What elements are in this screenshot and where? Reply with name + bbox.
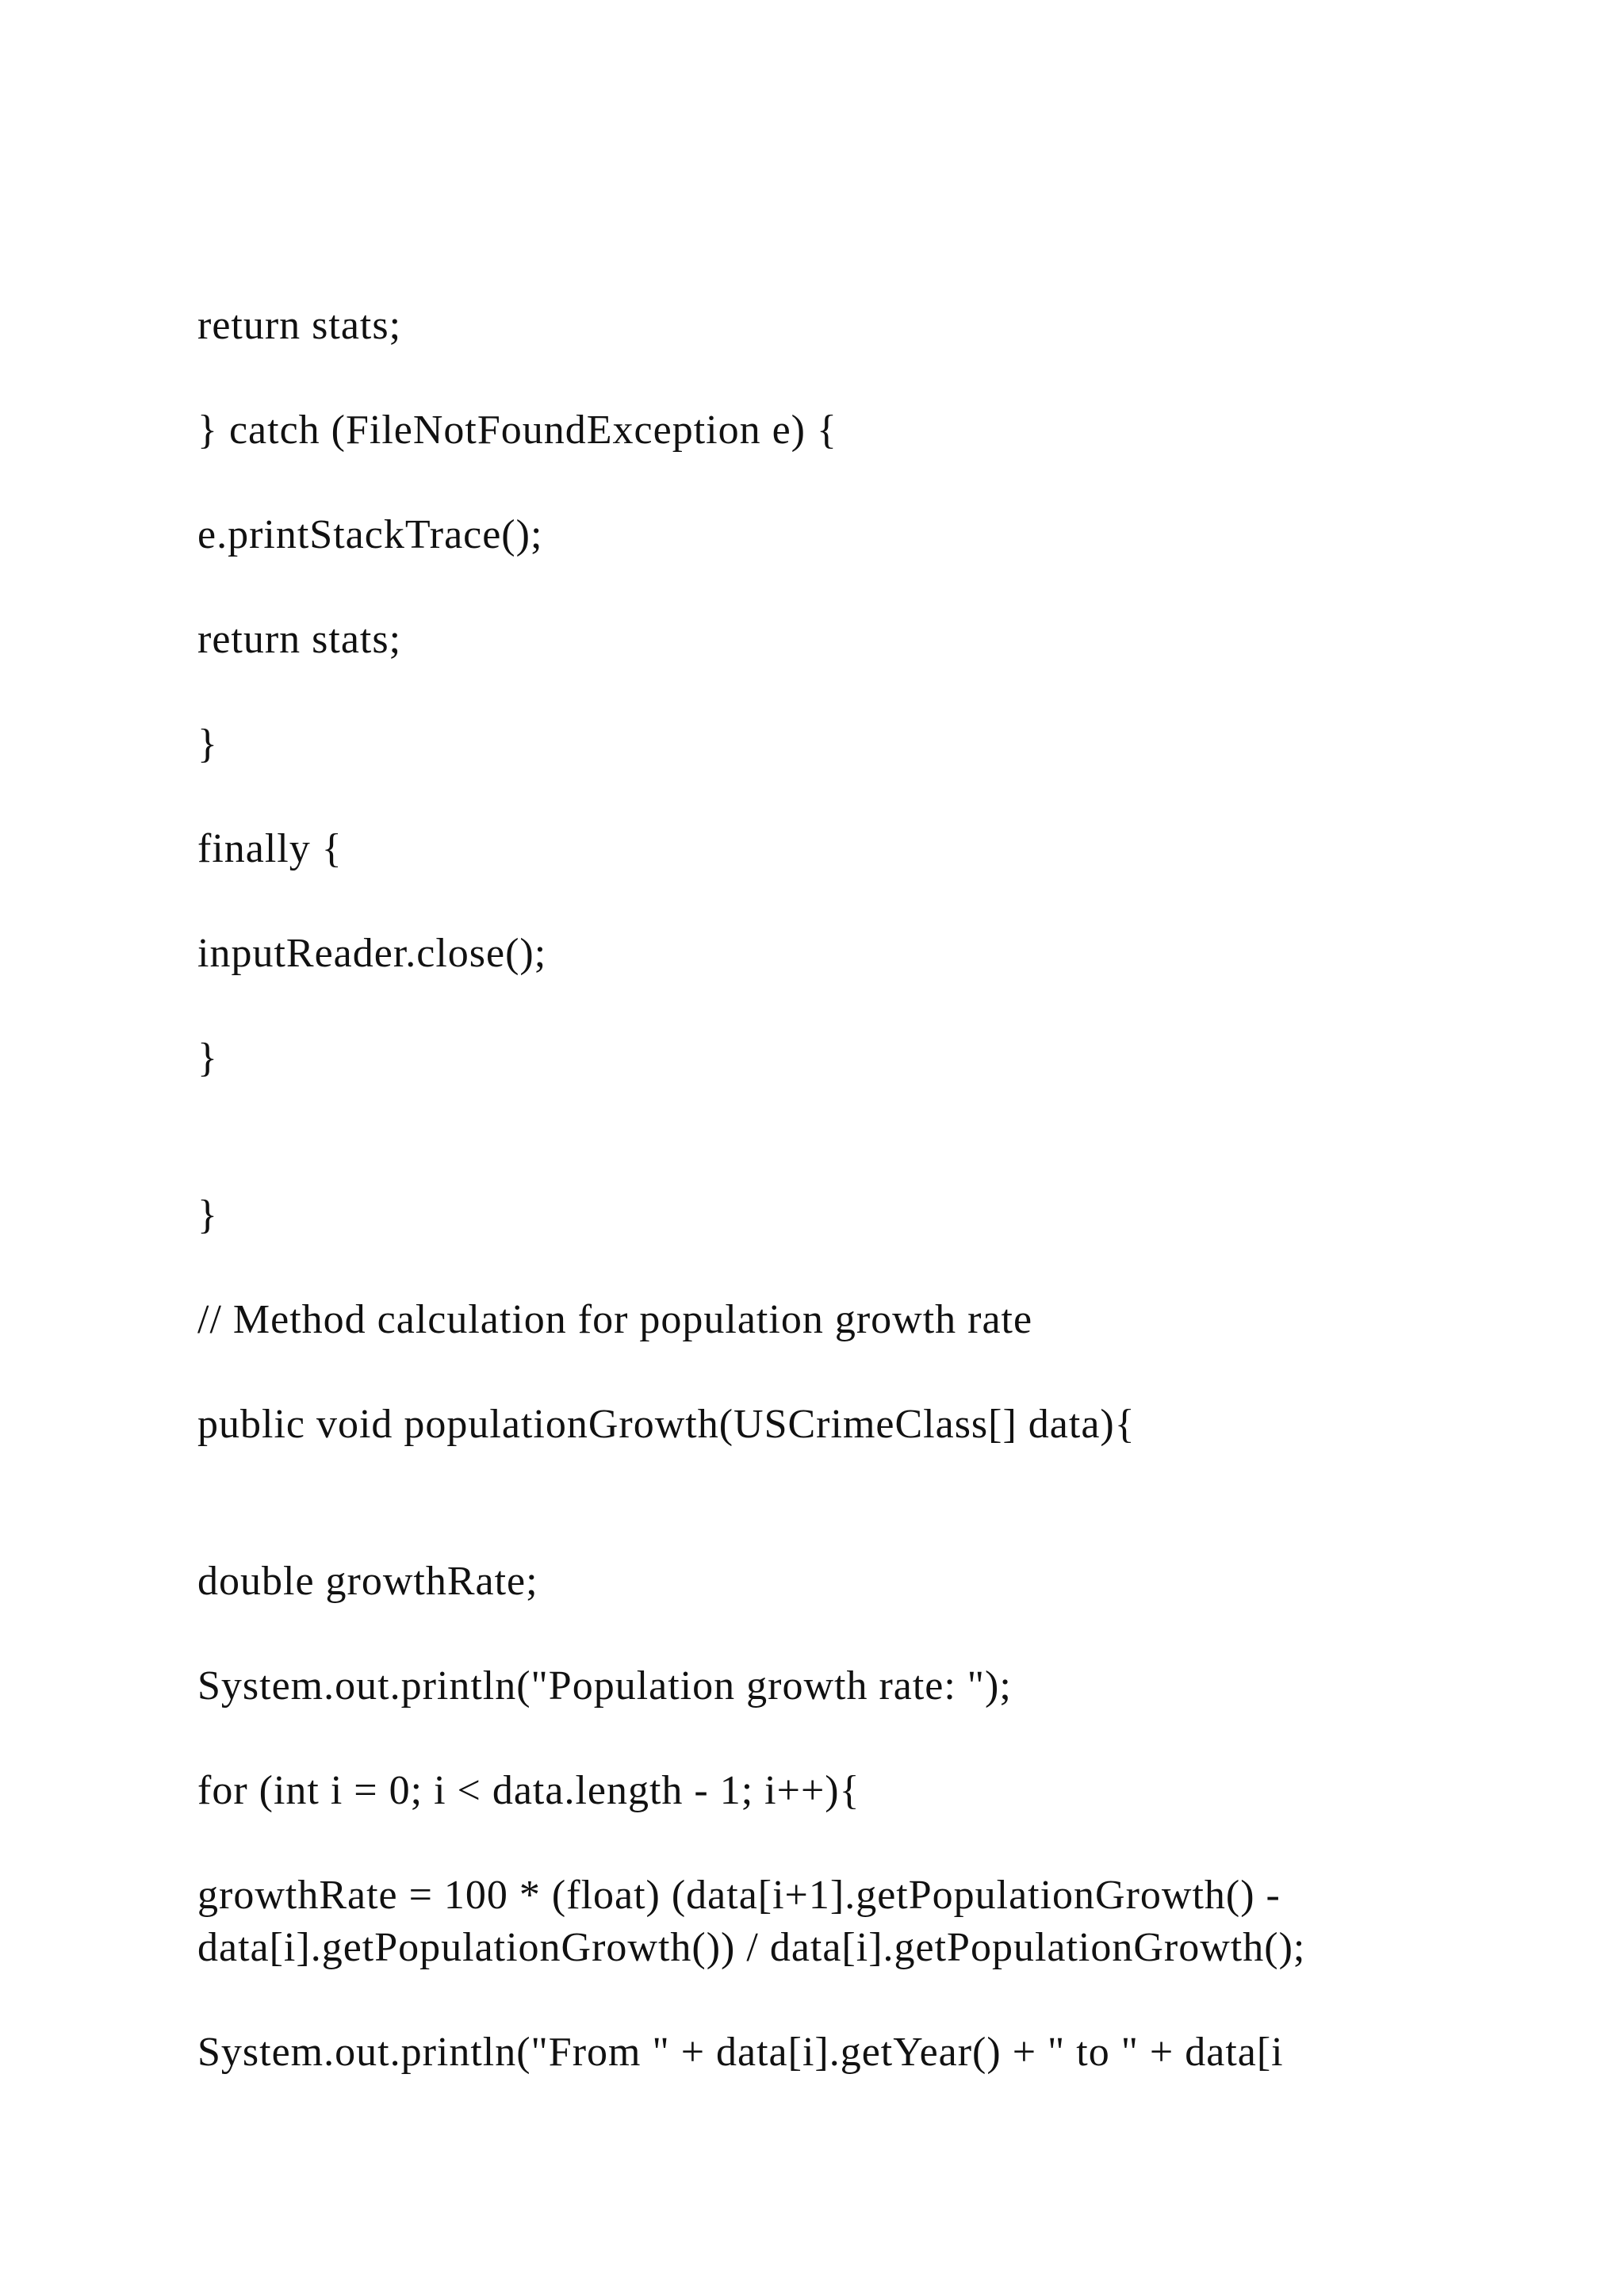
code-line: for (int i = 0; i < data.length - 1; i++){ bbox=[197, 1768, 860, 1813]
code-line: return stats; bbox=[197, 303, 402, 348]
code-line: } bbox=[197, 1035, 218, 1081]
code-line: public void populationGrowth(USCrimeClass[] data){ bbox=[197, 1402, 1136, 1447]
code-line: System.out.println("Population growth rate: "); bbox=[197, 1663, 1012, 1709]
code-line: double growthRate; bbox=[197, 1559, 538, 1604]
code-line: data[i].getPopulationGrowth()) / data[i].getPopulationGrowth(); bbox=[197, 1925, 1306, 1970]
code-line: e.printStackTrace(); bbox=[197, 512, 543, 557]
code-line: inputReader.close(); bbox=[197, 931, 547, 976]
code-line: finally { bbox=[197, 826, 343, 871]
code-line: System.out.println("From " + data[i].getYear() + " to " + data[i bbox=[197, 2030, 1284, 2075]
code-line: } bbox=[197, 1192, 218, 1238]
code-line: } bbox=[197, 721, 218, 767]
code-line: } catch (FileNotFoundException e) { bbox=[197, 408, 837, 453]
code-comment: // Method calculation for population growth rate bbox=[197, 1297, 1033, 1342]
code-line: return stats; bbox=[197, 617, 402, 662]
code-line: growthRate = 100 * (float) (data[i+1].getPopulationGrowth() - bbox=[197, 1873, 1281, 1918]
